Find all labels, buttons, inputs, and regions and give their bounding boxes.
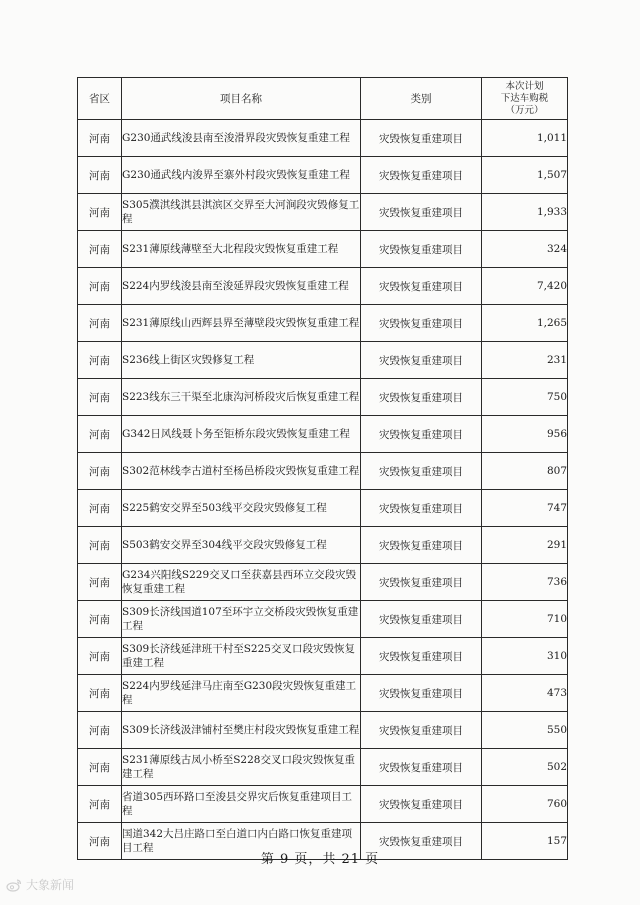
- category-cell: 灾毁恢复重建项目: [361, 416, 482, 453]
- table-row: [78, 527, 568, 564]
- table-row: [78, 675, 568, 712]
- province-cell: 河南: [78, 638, 122, 675]
- amount-cell: 231: [482, 342, 568, 379]
- category-cell: 灾毁恢复重建项目: [361, 194, 482, 231]
- category-cell: 灾毁恢复重建项目: [361, 638, 482, 675]
- project-name-cell: S224内罗线延津马庄南至G230段灾毁恢复重建工程: [122, 675, 361, 712]
- table-row: [78, 379, 568, 416]
- project-name-cell: G230通武线内浚界至寨外村段灾毁恢复重建工程: [122, 157, 361, 194]
- project-name-cell: S309长济线国道107至环宇立交桥段灾毁恢复重建工程: [122, 601, 361, 638]
- province-cell: 河南: [78, 157, 122, 194]
- amount-cell: 324: [482, 231, 568, 268]
- project-name-cell: S231薄原线古凤小桥至S228交叉口段灾毁恢复重建工程: [122, 749, 361, 786]
- province-cell: 河南: [78, 416, 122, 453]
- table-row: [78, 305, 568, 342]
- province-cell: 河南: [78, 601, 122, 638]
- header-amount-line2: 下达车购税: [500, 92, 549, 104]
- province-cell: 河南: [78, 268, 122, 305]
- header-amount-line3: （万元）: [505, 104, 544, 116]
- watermark-text: 大象新闻: [26, 878, 75, 892]
- table-row: [78, 231, 568, 268]
- province-cell: 河南: [78, 675, 122, 712]
- category-cell: 灾毁恢复重建项目: [361, 675, 482, 712]
- category-cell: 灾毁恢复重建项目: [361, 786, 482, 823]
- project-name-cell: S223线东三干渠至北康沟河桥段灾后恢复重建工程: [122, 379, 361, 416]
- project-name-cell: 国道342大吕庄路口至白道口内白路口恢复重建项目工程: [122, 823, 361, 860]
- amount-cell: 1,011: [482, 120, 568, 157]
- amount-cell: 7,420: [482, 268, 568, 305]
- amount-cell: 310: [482, 638, 568, 675]
- province-cell: 河南: [78, 342, 122, 379]
- province-cell: 河南: [78, 231, 122, 268]
- project-name-cell: S236线上街区灾毁修复工程: [122, 342, 361, 379]
- table-row: [78, 749, 568, 786]
- province-cell: 河南: [78, 564, 122, 601]
- province-cell: 河南: [78, 194, 122, 231]
- amount-cell: 956: [482, 416, 568, 453]
- category-cell: 灾毁恢复重建项目: [361, 712, 482, 749]
- header-project-name: 项目名称: [122, 78, 361, 120]
- project-name-cell: S231薄原线山西辉县界至薄壁段灾毁恢复重建工程: [122, 305, 361, 342]
- table-row: [78, 564, 568, 601]
- category-cell: 灾毁恢复重建项目: [361, 749, 482, 786]
- province-cell: 河南: [78, 490, 122, 527]
- category-cell: 灾毁恢复重建项目: [361, 305, 482, 342]
- project-table: [77, 77, 568, 860]
- amount-cell: 473: [482, 675, 568, 712]
- table-header-row: [78, 78, 568, 120]
- category-cell: 灾毁恢复重建项目: [361, 379, 482, 416]
- weibo-logo-icon: [6, 878, 22, 892]
- province-cell: 河南: [78, 379, 122, 416]
- amount-cell: 750: [482, 379, 568, 416]
- project-name-cell: G234兴阳线S229交叉口至获嘉县西环立交段灾毁恢复重建工程: [122, 564, 361, 601]
- project-name-cell: S309长济线延津班干村至S225交叉口段灾毁恢复重建工程: [122, 638, 361, 675]
- table-row: [78, 712, 568, 749]
- amount-cell: 1,507: [482, 157, 568, 194]
- table-row: [78, 194, 568, 231]
- province-cell: 河南: [78, 749, 122, 786]
- project-name-cell: S503鹤安交界至304线平交段灾毁修复工程: [122, 527, 361, 564]
- category-cell: 灾毁恢复重建项目: [361, 453, 482, 490]
- table-row: [78, 453, 568, 490]
- project-name-cell: G230通武线浚县南至浚滑界段灾毁恢复重建工程: [122, 120, 361, 157]
- header-amount-line1: 本次计划: [505, 80, 544, 92]
- category-cell: 灾毁恢复重建项目: [361, 564, 482, 601]
- project-name-cell: S309长济线汲津铺村至樊庄村段灾毁恢复重建工程: [122, 712, 361, 749]
- province-cell: 河南: [78, 712, 122, 749]
- category-cell: 灾毁恢复重建项目: [361, 490, 482, 527]
- project-name-cell: S225鹤安交界至503线平交段灾毁修复工程: [122, 490, 361, 527]
- table-row: [78, 601, 568, 638]
- table-row: [78, 342, 568, 379]
- amount-cell: 502: [482, 749, 568, 786]
- category-cell: 灾毁恢复重建项目: [361, 527, 482, 564]
- table-row: [78, 490, 568, 527]
- category-cell: 灾毁恢复重建项目: [361, 231, 482, 268]
- amount-cell: 807: [482, 453, 568, 490]
- category-cell: 灾毁恢复重建项目: [361, 342, 482, 379]
- project-name-cell: S305濮淇线淇县淇滨区交界至大河涧段灾毁修复工程: [122, 194, 361, 231]
- category-cell: 灾毁恢复重建项目: [361, 823, 482, 860]
- project-name-cell: 省道305西环路口至浚县交界灾后恢复重建项目工程: [122, 786, 361, 823]
- province-cell: 河南: [78, 823, 122, 860]
- page-number: 第 9 页，共 21 页: [260, 852, 380, 867]
- project-name-cell: S224内罗线浚县南至浚延界段灾毁恢复重建工程: [122, 268, 361, 305]
- amount-cell: 550: [482, 712, 568, 749]
- amount-cell: 710: [482, 601, 568, 638]
- province-cell: 河南: [78, 120, 122, 157]
- watermark: [6, 876, 74, 893]
- amount-cell: 736: [482, 564, 568, 601]
- amount-cell: 291: [482, 527, 568, 564]
- province-cell: 河南: [78, 786, 122, 823]
- amount-cell: 747: [482, 490, 568, 527]
- category-cell: 灾毁恢复重建项目: [361, 120, 482, 157]
- category-cell: 灾毁恢复重建项目: [361, 268, 482, 305]
- table-row: [78, 120, 568, 157]
- table-row: [78, 638, 568, 675]
- table-row: [78, 157, 568, 194]
- header-category: 类别: [361, 78, 482, 120]
- category-cell: 灾毁恢复重建项目: [361, 157, 482, 194]
- province-cell: 河南: [78, 527, 122, 564]
- project-name-cell: G342日风线聂卜务至钜桥东段灾毁恢复重建工程: [122, 416, 361, 453]
- amount-cell: 1,265: [482, 305, 568, 342]
- project-name-cell: S231薄原线薄壁至大北程段灾毁恢复重建工程: [122, 231, 361, 268]
- header-province: 省区: [78, 78, 122, 120]
- category-cell: 灾毁恢复重建项目: [361, 601, 482, 638]
- amount-cell: 760: [482, 786, 568, 823]
- table-row: [78, 786, 568, 823]
- header-amount: [482, 78, 568, 120]
- amount-cell: 1,933: [482, 194, 568, 231]
- province-cell: 河南: [78, 453, 122, 490]
- project-name-cell: S302范林线李古道村至杨邑桥段灾毁恢复重建工程: [122, 453, 361, 490]
- table-row: [78, 416, 568, 453]
- province-cell: 河南: [78, 305, 122, 342]
- amount-cell: 157: [482, 823, 568, 860]
- table-row: [78, 268, 568, 305]
- table-body: [78, 120, 568, 860]
